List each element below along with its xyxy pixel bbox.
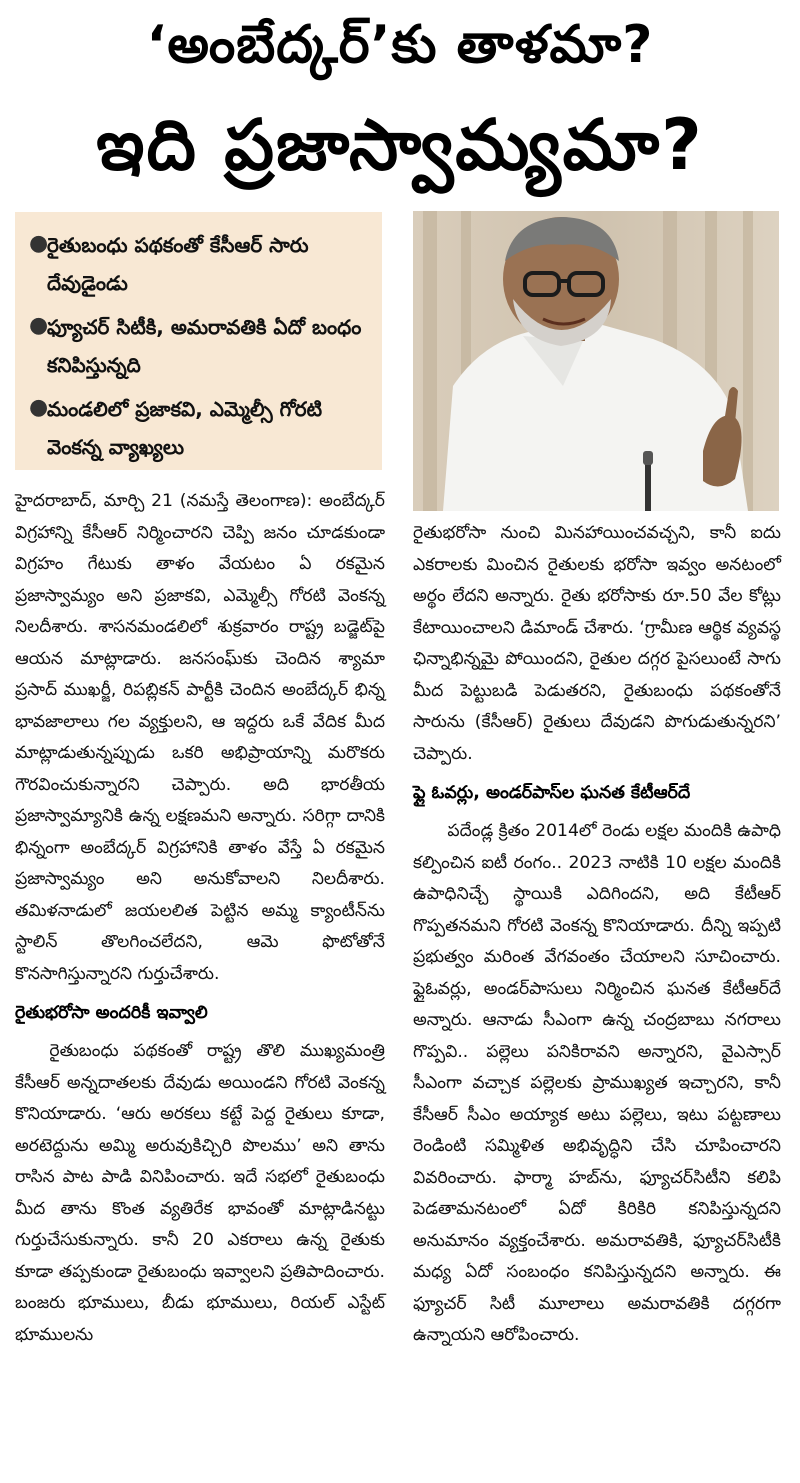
subheading: ఫ్లై ఓవర్లు, అండర్‌పాస్‌ల ఘనత కేటీఆర్‌దే xyxy=(413,783,691,803)
highlights-box xyxy=(15,212,382,470)
bullet-icon: ● xyxy=(29,231,49,256)
headline-line-1: ‘అంబేద్కర్’కు తాళమా? xyxy=(146,15,654,75)
article-paragraph: పదేండ్ల క్రితం 2014లో రెండు లక్షల మందికి ఉపాధి కల్పించిన ఐటీ రంగం.. 2023 నాటికి 10 లక్షల మందికి ఉపాధినిచ్చే స్థాయికి ఎదిగిందని, అది కేటీఆర్‌ గొప్పతనమని గోరటి వెంకన్న కొనియాడారు. దీన్ని ఇప్పటి ప్రభుత్వం మరింత వేగవంతం చేయాలని సూచించారు. ఫ్లైఓవర్లు, అండర్‌పాసులు నిర్మించిన ఘనత కేటీఆర్‌దే అన్నారు. ఆనాడు సీఎంగా ఉన్న చంద్రబాబు నగరాలు గొప్పవి.. పల్లెలు పనికిరావని అన్నారని, వైఎస్సార్‌ సీఎంగా వచ్చాక పల్లెలకు ప్రాముఖ్యత ఇచ్చారని, కానీ కేసీఆర్‌ సీఎం అయ్యాక అటు పల్లెలు, ఇటు పట్టణాలు రెండింటి సమ్మిళిత అభివృద్ధిని చేసి చూపించారని వివరించారు. ఫార్మా హబ్‌ను, ఫ్యూచర్‌సిటీని కలిపి పెడతామనటంలో ఏదో కిరికిరి కనిపిస్తున్నదని అనుమానం వ్యక్తంచేశారు. అమరావతికి, ఫ్యూచర్‌సిటీకి మధ్య ఏదో సంబంధం కనిపిస్తున్నదని అన్నారు. ఈ ఫ్యూచర్‌ సిటీ మూలాలు అమరావతికి దగ్గరగా ఉన్నాయని ఆరోపించారు. xyxy=(413,821,781,1345)
subheading: రైతుభరోసా అందరికీ ఇవ్వాలి xyxy=(15,1003,208,1023)
headline-line-2: ఇది ప్రజాస్వామ్యమా? xyxy=(96,104,704,186)
article-column-right xyxy=(413,518,781,1352)
highlight-item xyxy=(29,390,372,466)
article-paragraph: రైతుభరోసా నుంచి మినహాయించవచ్చని, కానీ ఐదు ఎకరాలకు మించిన రైతులకు భరోసా ఇవ్వం అనటంలో అర్థం లేదని అన్నారు. రైతు భరోసాకు రూ.50 వేల కోట్లు కేటాయించాలని డిమాండ్‌ చేశారు. ‘గ్రామీణ ఆర్థిక వ్యవస్థ ఛిన్నాభిన్నమై పోయిందని, రైతుల దగ్గర పైసలుంటే సాగు మీద పెట్టుబడి పెడుతరని, రైతుబంధు పథకంతోనే సారును (కేసీఆర్‌) రైతులు దేవుడని పొగుడుతున్నరని’ చెప్పారు. xyxy=(413,523,781,764)
article-paragraph: హైదరాబాద్‌, మార్చి 21 (నమస్తే తెలంగాణ): అంబేద్కర్‌ విగ్రహాన్ని కేసీఆర్‌ నిర్మించారని చెప్పి జనం చూడకుండా విగ్రహం గేటుకు తాళం వేయటం ఏ రకమైన ప్రజాస్వామ్యం అని ప్రజాకవి, ఎమ్మెల్సీ గోరటి వెంకన్న నిలదీశారు. శాసనమండలిలో శుక్రవారం రాష్ట్ర బడ్జెట్‌పై ఆయన మాట్లాడారు. జనసంఘ్‌కు చెందిన శ్యామా ప్రసాద్‌ ముఖర్జీ, రిపబ్లికన్‌ పార్టీకి చెందిన అంబేద్కర్‌ భిన్న భావజాలాలు గల వ్యక్తులని, ఆ ఇద్దరు ఒకే వేదిక మీద మాట్లాడుతున్నప్పుడు ఒకరి అభిప్రాయాన్ని మరొకరు గౌరవించుకున్నారని చెప్పారు. అది భారతీయ ప్రజాస్వామ్యానికి ఉన్న లక్షణమని అన్నారు. సరిగ్గా దానికి భిన్నంగా అంబేద్కర్‌ విగ్రహానికి తాళం వేస్తే ఏ రకమైన ప్రజాస్వామ్యం అని అనుకోవాలని నిలదీశారు. తమిళనాడులో జయలలిత పెట్టిన అమ్మ క్యాంటీన్‌ను స్టాలిన్‌ తొలగించలేదని, ఆమె ఫొటోతోనే కొనసాగిస్తున్నారని గుర్తుచేశారు. xyxy=(15,491,385,984)
speaker-photo xyxy=(413,211,779,511)
bullet-icon: ● xyxy=(29,313,49,338)
speaker-illustration xyxy=(413,211,779,511)
highlight-text: ఫ్యూచర్‌ సిటీకి, అమరావతికి ఏదో బంధం కనిపిస్తున్నది xyxy=(47,315,362,377)
highlight-text: మండలిలో ప్రజాకవి, ఎమ్మెల్సీ గోరటి వెంకన్న వ్యాఖ్యలు xyxy=(47,397,323,459)
highlight-text: రైతుబంధు పథకంతో కేసీఆర్‌ సారు దేవుడైండు xyxy=(47,233,309,295)
article-column-left xyxy=(15,486,385,1351)
highlight-item xyxy=(29,308,372,384)
article-paragraph: రైతుబంధు పథకంతో రాష్ట్ర తొలి ముఖ్యమంత్రి కేసీఆర్‌ అన్నదాతలకు దేవుడు అయిండని గోరటి వెంకన్న కొనియాడారు. ‘ఆరు అరకలు కట్టే పెద్ద రైతులు కూడా, అరటెద్దును అమ్మి అరువుకిచ్చిరి పొలము’ అని తాను రాసిన పాట పాడి వినిపించారు. ఇదే సభలో రైతుబంధు మీద తాను కొంత వ్యతిరేక భావంతో మాట్లాడినట్టు గుర్తుచేసుకున్నారు. కానీ 20 ఎకరాలు ఉన్న రైతుకు కూడా తప్పకుండా రైతుబంధు ఇవ్వాలని ప్రతిపాదించారు. బంజరు భూములు, బీడు భూములు, రియల్‌ ఎస్టేట్‌ భూములను xyxy=(15,1041,385,1345)
bullet-icon: ● xyxy=(29,395,49,420)
highlight-item xyxy=(29,226,372,302)
